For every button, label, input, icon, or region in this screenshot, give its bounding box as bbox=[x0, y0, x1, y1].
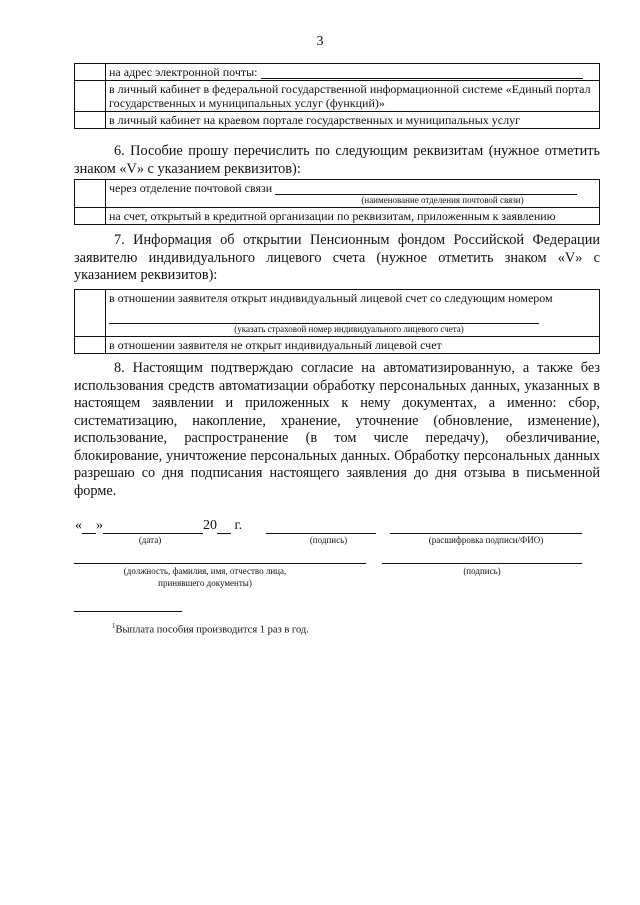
footnote-text: Выплата пособия производится 1 раз в год. bbox=[115, 624, 309, 636]
official-caption-line-1: (должность, фамилия, имя, отчество лица, bbox=[123, 566, 287, 576]
date-close-quote: » bbox=[96, 518, 103, 533]
option-label: в отношении заявителя открыт индивидуальный лицевой счет со следующим номером bbox=[109, 291, 553, 305]
official-signature-line[interactable] bbox=[382, 563, 582, 564]
table-row bbox=[75, 290, 600, 337]
year-field[interactable] bbox=[217, 519, 231, 534]
payment-options-table bbox=[74, 179, 600, 225]
month-field[interactable] bbox=[103, 519, 203, 534]
table-row bbox=[75, 64, 600, 81]
pension-account-table bbox=[74, 289, 600, 354]
option-bank-account: на счет, открытый в кредитной организации по реквизитам, приложенным к заявлению bbox=[106, 208, 600, 225]
checkbox-cell[interactable] bbox=[75, 81, 106, 112]
section-7-text: 7. Информация об открытии Пенсионным фондом Российской Федерации заявителю индивидуального лицевого счета (нужное отметить знаком «V» с указанием реквизитов): bbox=[74, 232, 600, 283]
option-gosuslugi: в личный кабинет в федеральной государственной информационной системе «Единый портал государственных и муниципальных услуг (функций)» bbox=[106, 81, 600, 112]
official-caption-line-2: принявшего документы) bbox=[158, 578, 252, 588]
checkbox-cell[interactable] bbox=[75, 290, 106, 337]
name-decode-line[interactable] bbox=[390, 533, 582, 534]
section-8-paragraph bbox=[74, 360, 600, 500]
option-regional-portal: в личный кабинет на краевом портале государственных и муниципальных услуг bbox=[106, 112, 600, 129]
option-email bbox=[106, 64, 600, 81]
option-account-opened bbox=[106, 290, 600, 337]
date-line bbox=[75, 518, 242, 534]
name-decode-caption: (расшифровка подписи/ФИО) bbox=[428, 535, 544, 545]
checkbox-cell[interactable] bbox=[75, 208, 106, 225]
table-row bbox=[75, 208, 600, 225]
checkbox-cell[interactable] bbox=[75, 337, 106, 354]
footnote bbox=[112, 622, 309, 636]
notification-options-table bbox=[74, 63, 600, 129]
footnote-separator bbox=[74, 611, 182, 612]
field-caption: (наименование отделения почтовой связи) bbox=[361, 195, 524, 205]
official-signature-caption: (подпись) bbox=[463, 566, 501, 576]
signature-line[interactable] bbox=[266, 533, 376, 534]
official-name-line[interactable] bbox=[74, 563, 366, 564]
date-open-quote: « bbox=[75, 518, 82, 533]
page-number: 3 bbox=[316, 34, 324, 49]
table-row bbox=[75, 337, 600, 354]
section-7-paragraph bbox=[74, 232, 600, 285]
option-label: на адрес электронной почты: bbox=[109, 65, 258, 79]
section-6-text: 6. Пособие прошу перечислить по следующим реквизитам (нужное отметить знаком «V» с указанием реквизитов): bbox=[74, 143, 600, 177]
year-prefix: 20 bbox=[203, 518, 217, 533]
checkbox-cell[interactable] bbox=[75, 64, 106, 81]
signature-caption: (подпись) bbox=[309, 535, 348, 545]
snils-field[interactable] bbox=[109, 311, 539, 324]
table-row bbox=[75, 112, 600, 129]
section-6-paragraph bbox=[74, 143, 600, 178]
email-field[interactable] bbox=[261, 66, 583, 79]
day-field[interactable] bbox=[82, 519, 96, 534]
option-post-office bbox=[106, 180, 600, 208]
post-office-field[interactable] bbox=[275, 182, 577, 195]
checkbox-cell[interactable] bbox=[75, 180, 106, 208]
year-suffix: г. bbox=[234, 518, 243, 533]
footnote-mark: 1 bbox=[112, 622, 116, 630]
field-caption: (указать страховой номер индивидуального лицевого счета) bbox=[234, 324, 464, 334]
option-account-not-opened: в отношении заявителя не открыт индивидуальный лицевой счет bbox=[106, 337, 600, 354]
date-caption: (дата) bbox=[138, 535, 162, 545]
section-8-text: 8. Настоящим подтверждаю согласие на автоматизированную, а также без использования средств автоматизации обработку персональных данных, указанных в настоящем заявлении и приложенных к нему документах, а именно: сбор, систематизацию, накопление, хранение, уточнение (обновление, изменение), использование, распространение (в том числе передачу), обезличивание, блокирование, уничтожение персональных данных. Обработку персональных данных разрешаю со дня подписания настоящего заявления до дня отзыва в письменной форме. bbox=[74, 360, 600, 499]
table-row bbox=[75, 180, 600, 208]
table-row bbox=[75, 81, 600, 112]
checkbox-cell[interactable] bbox=[75, 112, 106, 129]
option-label: через отделение почтовой связи bbox=[109, 181, 273, 195]
